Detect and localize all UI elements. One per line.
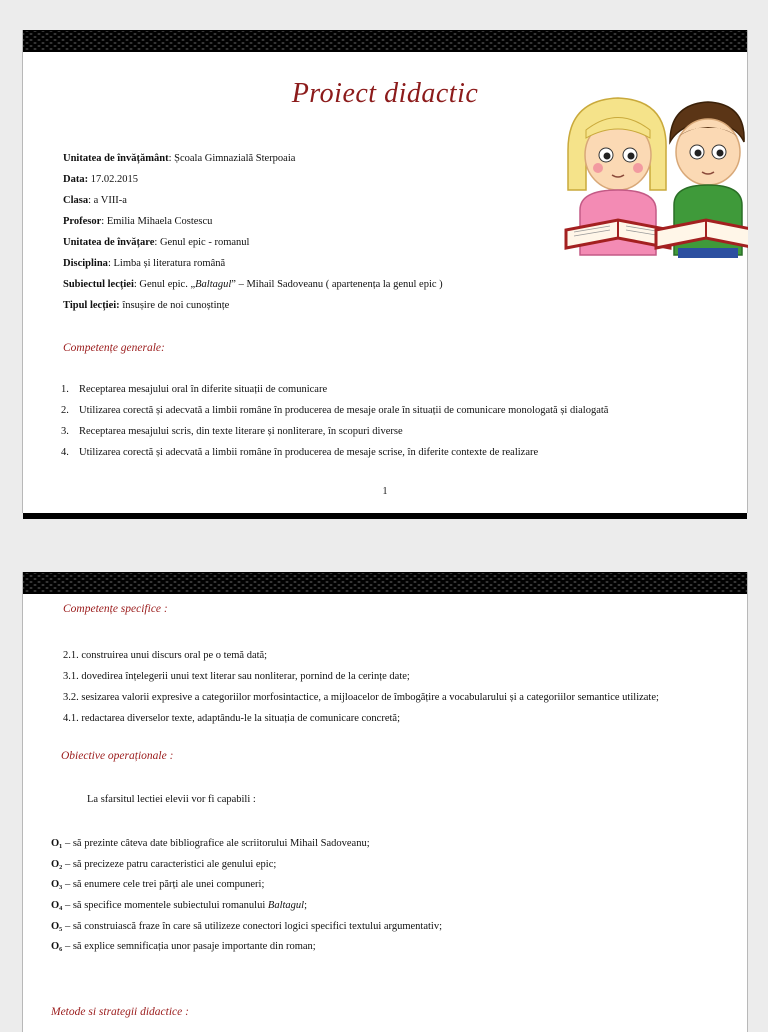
list-item: 3. Receptarea mesajului scris, din texte literare și nonliterare, în scopuri diverse [61, 426, 403, 437]
general-competences-heading: Competențe generale: [63, 342, 165, 354]
list-item: 3.2. sesizarea valorii expresive a categoriilor morfosintactice, a mijloacelor de îmbogățire a vocabularului și a categoriilor semantice utilizate; [63, 692, 659, 703]
methods-heading: Metode si strategii didactice : [51, 1006, 189, 1018]
general-competences-list [61, 379, 731, 463]
children-reading-illustration [558, 80, 748, 260]
lesson-subject: Subiectul lecției: Genul epic. „Baltagul” – Mihail Sadoveanu ( apartenența la genul epic ) [63, 279, 443, 290]
objectives-list [51, 834, 741, 958]
info-line: Unitatea de învățare: Genul epic - romanul [63, 237, 250, 248]
list-item: O₆ – să explice semnificația unor pasaje importante din roman; [51, 941, 316, 953]
star-border-band [23, 572, 747, 594]
list-item: O₄ – să specifice momentele subiectului romanului Baltagul; [51, 900, 307, 912]
info-line: Data: 17.02.2015 [63, 174, 138, 185]
lesson-type: Tipul lecției: însușire de noi cunoștințe [63, 300, 230, 311]
objectives-intro: La sfarsitul lectiei elevii vor fi capabili : [87, 794, 256, 805]
list-item: O₂ – să precizeze patru caracteristici ale genului epic; [51, 858, 277, 870]
objectives-heading: Obiective operaționale : [61, 750, 174, 762]
page-number: 1 [382, 486, 388, 497]
star-border-band [23, 30, 747, 52]
list-item: 2.1. construirea unui discurs oral pe o temă dată; [63, 650, 268, 661]
list-item: 2. Utilizarea corectă și adecvată a limbii române în producerea de mesaje orale în situații de comunicare monologată și dialogată [61, 405, 609, 416]
info-line: Unitatea de învățământ: Școala Gimnazială Sterpoaia [63, 153, 296, 164]
page-title: Proiect didactic [291, 78, 479, 109]
lesson-info [63, 148, 523, 316]
document-page-1 [22, 30, 748, 513]
list-item: O₃ – să enumere cele trei părți ale unei compuneri; [51, 879, 265, 891]
list-item: 3.1. dovedirea înțelegerii unui text literar sau nonliterar, pornind de la cerințe date; [63, 671, 410, 682]
page-bottom-rule [23, 513, 747, 519]
list-item: 4.1. redactarea diverselor texte, adaptându-le la situația de comunicare concretă; [63, 713, 400, 724]
specific-competences-list [63, 645, 743, 729]
info-line: Clasa: a VIII-a [63, 195, 127, 206]
info-line: Profesor: Emilia Mihaela Costescu [63, 216, 213, 227]
list-item: O₅ – să construiască fraze în care să utilizeze conectori logici specifici textului argumentativ; [51, 920, 443, 932]
info-line: Disciplina: Limba și literatura română [63, 258, 226, 269]
list-item: O₁ – să prezinte câteva date bibliografice ale scriitorului Mihail Sadoveanu; [51, 838, 370, 849]
specific-competences-heading: Competențe specifice : [63, 603, 168, 615]
document-page-2 [22, 572, 748, 1032]
list-item: 1. Receptarea mesajului oral în diferite situații de comunicare [61, 384, 328, 395]
list-item: 4. Utilizarea corectă și adecvată a limbii române în producerea de mesaje scrise, în diferite contexte de realizare [61, 447, 539, 458]
